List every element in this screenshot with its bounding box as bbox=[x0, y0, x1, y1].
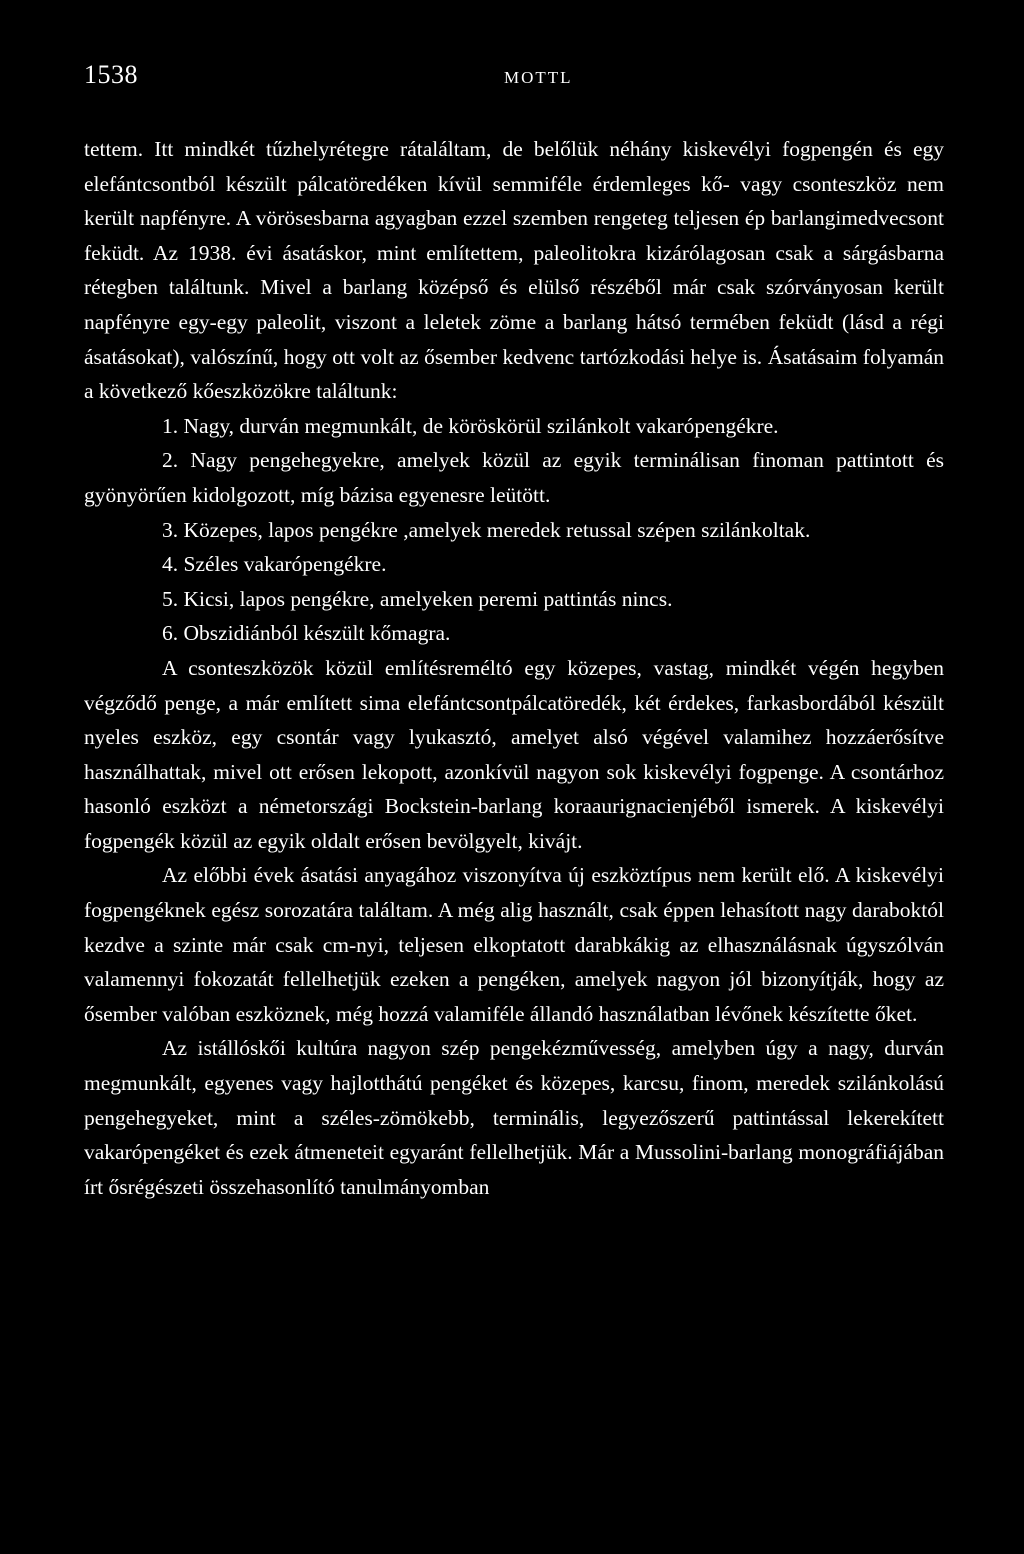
list-item-1: 1. Nagy, durván megmunkált, de köröskörül szilánkolt vakarópengékre. bbox=[162, 413, 779, 438]
page-number: 1538 bbox=[84, 60, 138, 89]
paragraph-tooth-blades: Az előbbi évek ásatási anyagához viszonyítva új eszköztípus nem került elő. A kiskevélyi fogpengéknek egész sorozatára találtam. A még alig használt, csak éppen lehasított nagy daraboktól kezdve a szinte már csak cm-nyi, teljesen elkoptatott darabkákig az elhasználásnak úgyszólván valamennyi fokozatát fellelhetjük ezeken a pengéken, amelyek nagyon jól bizonyítják, hogy az ősember valóban eszköznek, még hozzá valamiféle állandó használatban lévőnek készítette őket. bbox=[84, 863, 944, 1026]
paragraph-culture: Az istállóskői kultúra nagyon szép pengekézművesség, amelyben úgy a nagy, durván megmunkált, egyenes vagy hajlotthátú pengéket és közepes, karcsu, finom, meredek szilánkolású pengehegyeket, mint a széles-zömökebb, terminális, legyezőszerű pattintással lekerekített vakarópengéket és ezek átmeneteit egyaránt fellelhetjük. Már a Mussolini-barlang monográfiájában írt ősrégészeti összehasonlító tanulmányomban bbox=[84, 1036, 944, 1199]
list-item-6: 6. Obszidiánból készült kőmagra. bbox=[162, 621, 451, 646]
running-head: MOTTL bbox=[504, 68, 573, 87]
paragraph-continuation: tettem. Itt mindkét tűzhelyrétegre rátaláltam, de belőlük néhány kiskevélyi fogpengén és egy elefántcsontból készült pálcatöredéken kívül semmiféle érdemleges kő- vagy csonteszköz nem került napfényre. A vörösesbarna agyagban ezzel szemben rengeteg teljesen ép barlangimedvecsont feküdt. Az 1938. évi ásatáskor, mint említettem, paleolitokra kizárólagosan csak a sárgásbarna rétegben találtunk. Mivel a barlang középső és elülső részéből már csak szórványosan került napfényre egy-egy paleolit, viszont a leletek zöme a barlang hátsó termében feküdt (lásd a régi ásatásokat), valószínű, hogy ott volt az ősember kedvenc tartózkodási helye is. Ásatásaim folyamán a következő kőeszközökre találtunk: bbox=[84, 137, 944, 404]
body-text bbox=[84, 132, 944, 1204]
list-item-2: 2. Nagy pengehegyekre, amelyek közül az egyik terminálisan finoman pattintott és gyönyörűen kidolgozott, míg bázisa egyenesre leütött. bbox=[84, 448, 944, 507]
list-item-3: 3. Közepes, lapos pengékre ,amelyek meredek retussal szépen szilánkoltak. bbox=[162, 517, 811, 542]
list-item-5: 5. Kicsi, lapos pengékre, amelyeken peremi pattintás nincs. bbox=[162, 586, 673, 611]
list-item-4: 4. Széles vakarópengékre. bbox=[162, 552, 387, 577]
page-header bbox=[84, 60, 944, 100]
paragraph-bone-tools: A csonteszközök közül említésreméltó egy közepes, vastag, mindkét végén hegyben végződő penge, a már említett sima elefántcsontpálcatöredék, két érdekes, farkasbordából készült nyeles eszköz, egy csontár vagy lyukasztó, amelyet alsó végével valamihez hozzáerősítve használhattak, mivel ott erősen lekopott, azonkívül nagyon sok kiskevélyi fogpenge. A csontárhoz hasonló eszközt a németországi Bockstein-barlang koraaurignacienjéből ismerek. A kiskevélyi fogpengék közül az egyik oldalt erősen bevölgyelt, kivájt. bbox=[84, 655, 944, 853]
